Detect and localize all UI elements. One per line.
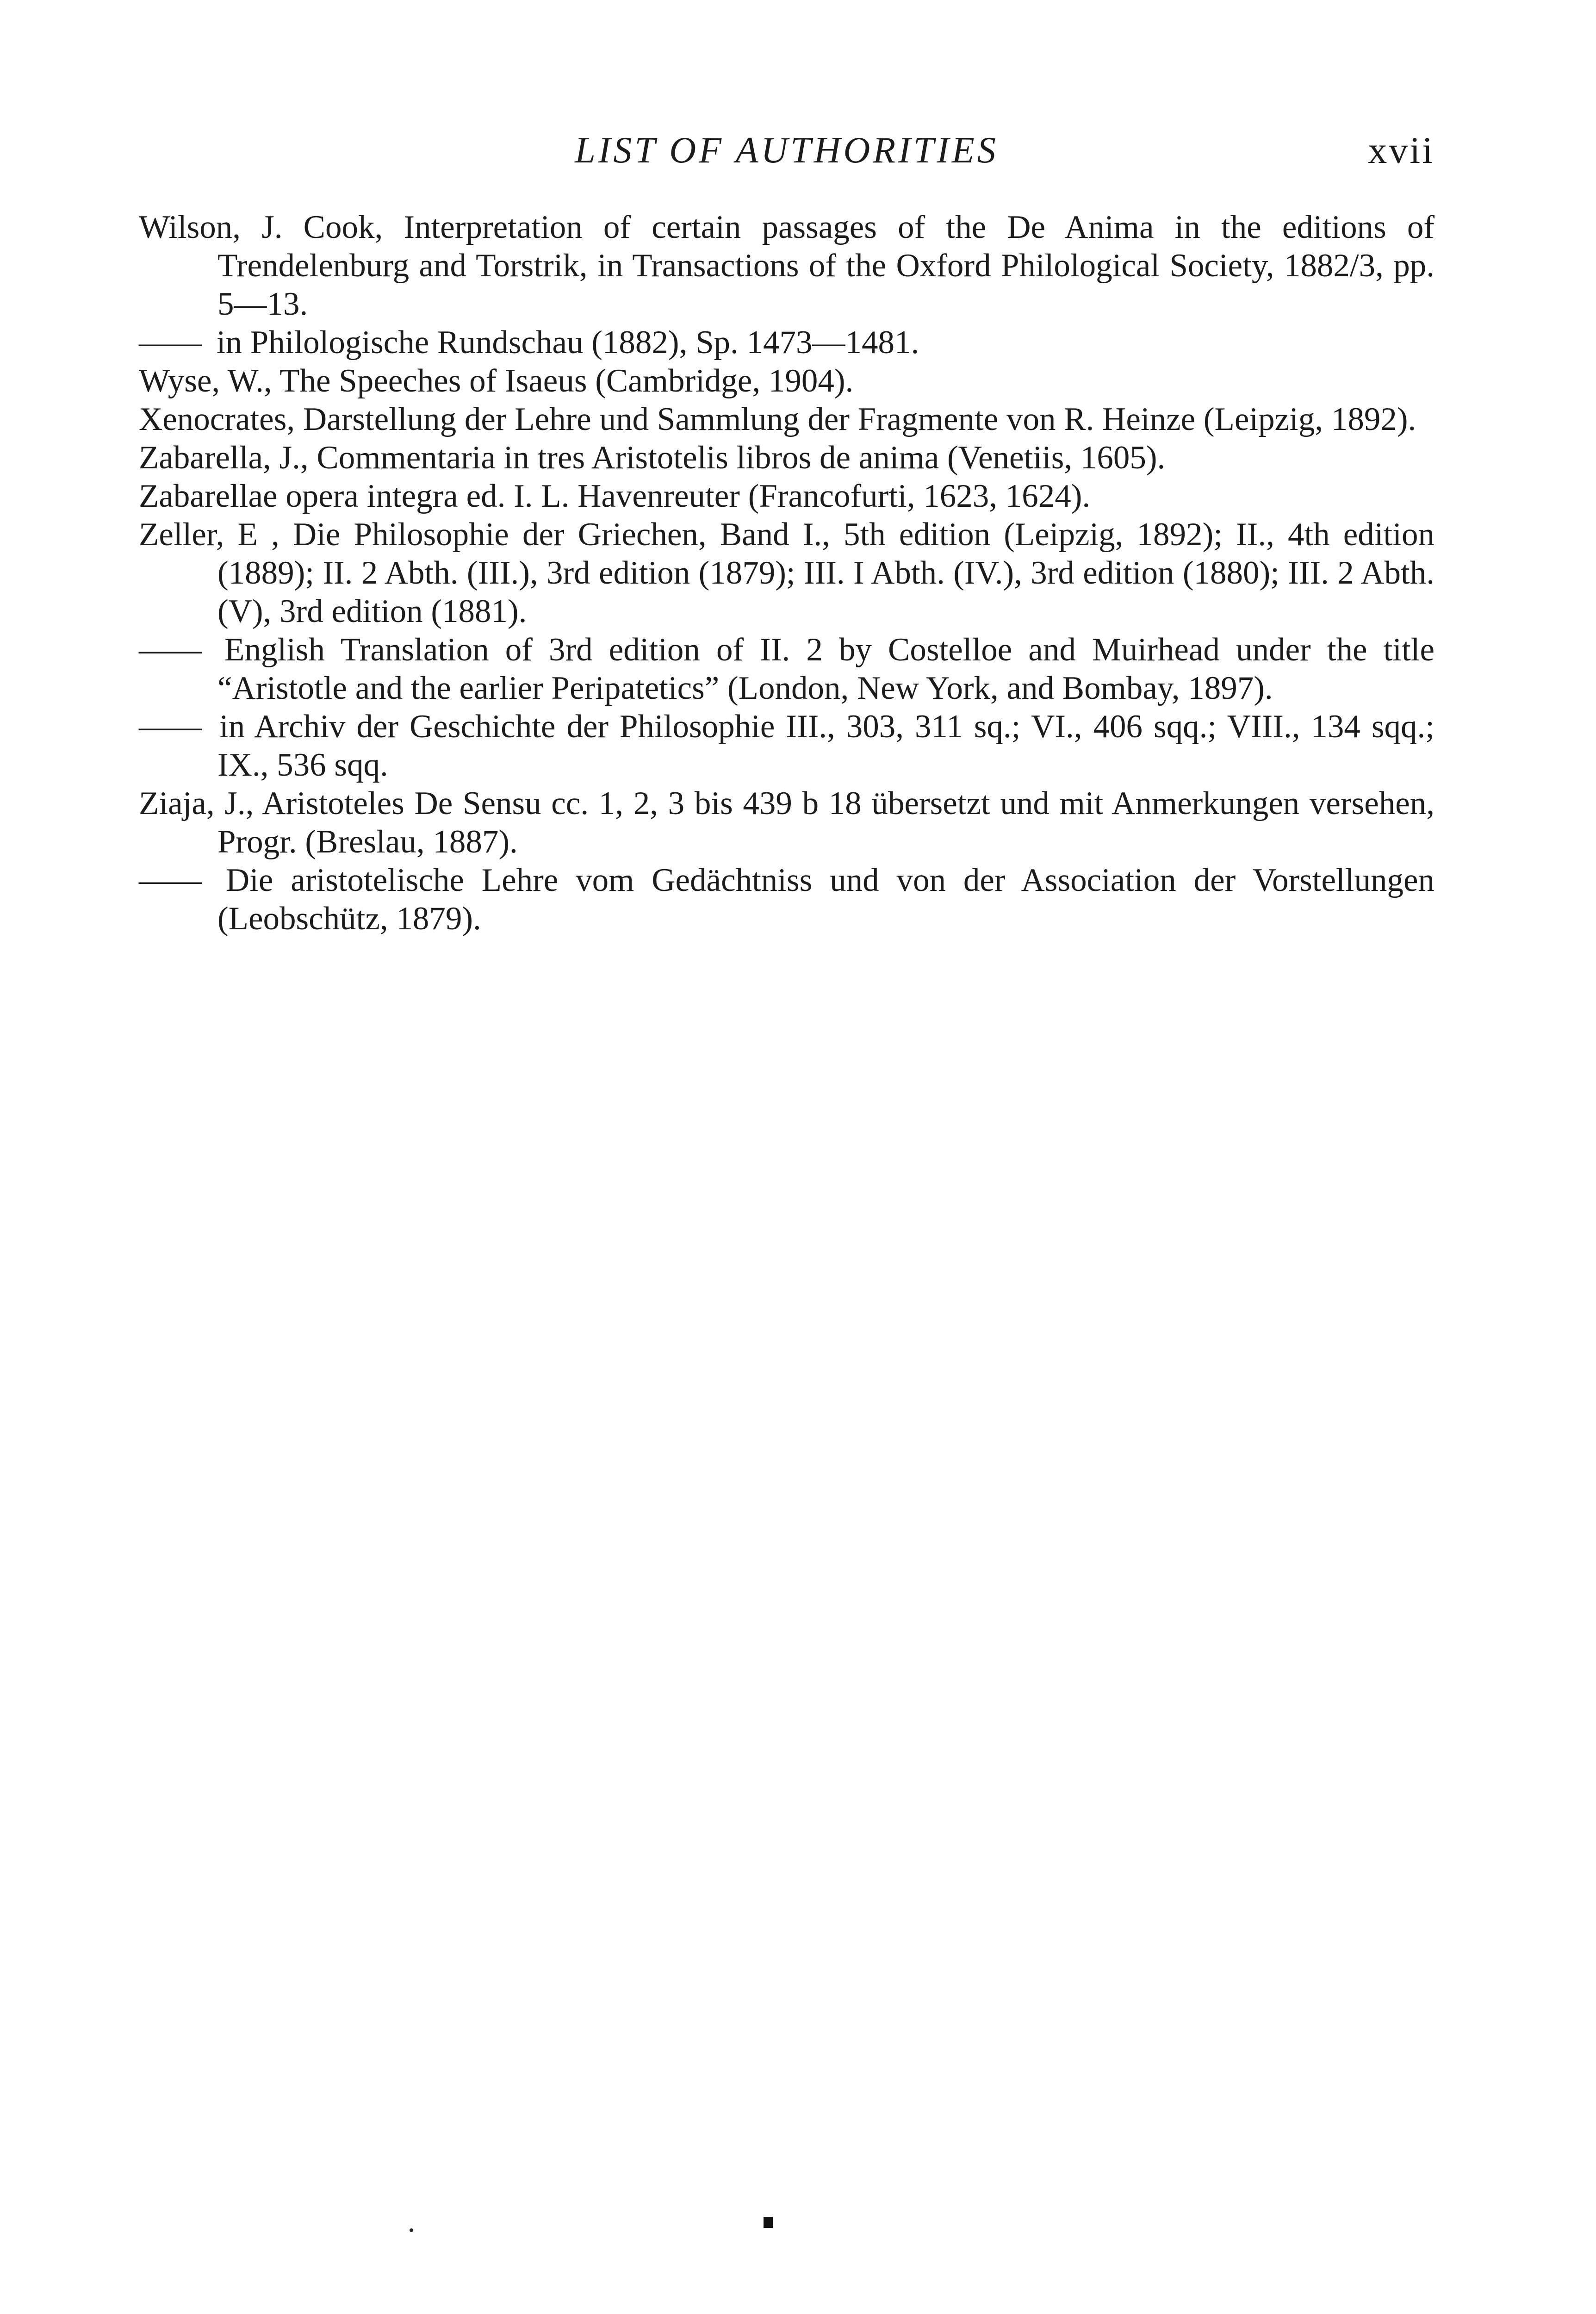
repeat-dash: —— [139,862,199,898]
entry-text: Ziaja, J., Aristoteles De Sensu cc. 1, 2, 3 bis 439 b 18 übersetzt und mit Anmerkungen versehen, Progr. (Breslau, 1887). [139,785,1435,860]
entry-text: Wilson, J. Cook, Interpretation of certain passages of the De Anima in the editions of Trendelenburg and Torstrik, in Transactions of the Oxford Philological Society, 1882/3, pp. 5—13. [139,209,1435,322]
entry-text: English Translation of 3rd edition of II. 2 by Costelloe and Muirhead under the title “Aristotle and the earlier Peripatetics” (London, New York, and Bombay, 1897). [217,632,1435,706]
list-item [139,516,1435,631]
list-item [139,477,1435,516]
list-item [139,400,1435,439]
page-number: xvii [1368,129,1435,171]
list-item [139,439,1435,477]
entry-text: Zeller, E , Die Philosophie der Griechen, Band I., 5th edition (Leipzig, 1892); II., 4th edition (1889); II. 2 Abth. (III.), 3rd edition (1879); III. I Abth. (IV.), 3rd edition (1880); III. 2 Abth. (V), 3rd edition (1881). [139,516,1435,629]
entry-text: Xenocrates, Darstellung der Lehre und Sammlung der Fragmente von R. Heinze (Leipzig, 1892). [139,401,1416,437]
repeat-dash: —— [139,632,199,668]
square-mark-icon [764,2217,773,2228]
list-item [139,208,1435,323]
entry-text: in Archiv der Geschichte der Philosophie III., 303, 311 sq.; VI., 406 sqq.; VIII., 134 sqq.; IX., 536 sqq. [217,709,1435,783]
stray-dot-mark [410,2228,413,2232]
list-item [139,861,1435,938]
entry-text: Die aristotelische Lehre vom Gedächtniss und von der Association der Vorstellungen (Leobschütz, 1879). [217,862,1435,937]
repeat-dash: —— [139,709,199,745]
entry-text: Zabarella, J., Commentaria in tres Aristotelis libros de anima (Venetiis, 1605). [139,440,1166,476]
list-item [139,708,1435,784]
running-head [139,125,1435,176]
entry-text: Zabarellae opera integra ed. I. L. Havenreuter (Francofurti, 1623, 1624). [139,478,1091,514]
list-item [139,631,1435,708]
list-item [139,323,1435,362]
list-item [139,784,1435,861]
running-title: LIST OF AUTHORITIES [575,130,999,171]
entry-text: in Philologische Rundschau (1882), Sp. 1473—1481. [216,324,919,361]
list-item [139,362,1435,400]
repeat-dash: —— [139,324,199,361]
entry-text: Wyse, W., The Speeches of Isaeus (Cambridge, 1904). [139,363,854,399]
authorities-list [139,208,1435,938]
